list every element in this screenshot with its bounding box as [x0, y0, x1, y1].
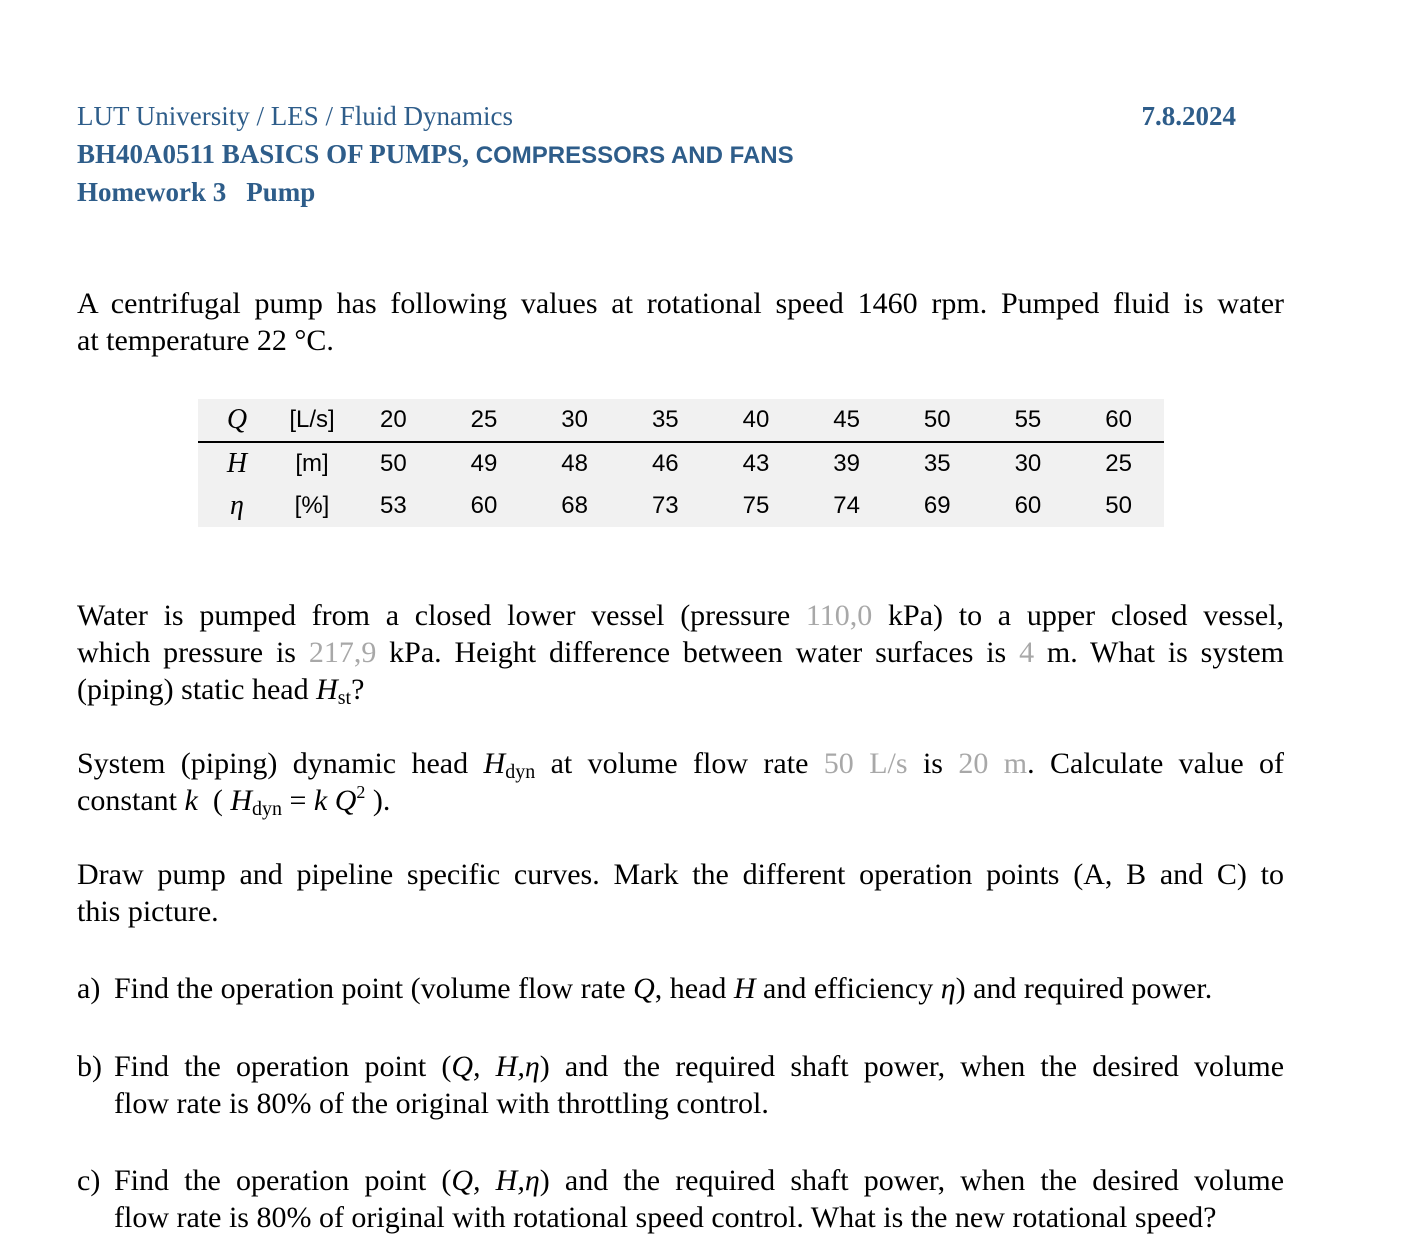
question-b-label: b) — [77, 1050, 102, 1083]
table-cell: 68 — [561, 492, 588, 519]
table-cell: 48 — [561, 450, 588, 477]
table-cell: 30 — [529, 399, 620, 442]
pump-data-table — [198, 399, 1164, 527]
intro-paragraph — [77, 285, 1284, 359]
constant-k: k — [184, 784, 198, 817]
table-cell: 25 — [1105, 450, 1132, 477]
table-row — [198, 399, 1164, 442]
homework-topic: Pump — [246, 177, 316, 207]
row-symbol: η — [230, 490, 244, 521]
table-cell: 60 — [470, 492, 498, 519]
homework-title — [77, 177, 315, 208]
course-path: LUT University / LES / Fluid Dynamics — [77, 101, 513, 131]
formula-kq: k Q — [313, 784, 357, 817]
table-cell: 53 — [379, 492, 407, 519]
dynamic-head-value: 20 m — [958, 747, 1028, 780]
height-difference-value: 4 — [1019, 636, 1035, 669]
table-cell: 46 — [651, 450, 679, 477]
curves-paragraph — [77, 856, 1284, 930]
static-head-symbol: H — [316, 673, 338, 706]
dynamic-head-paragraph: System (piping) dynamic head $H_{dyn}$ at volume flow rate 50 L/s is 20 m. Calculate value of constant k ( $H_{dyn} = k$ $Q^2$ ). — [77, 747, 1285, 820]
table-cell: 45 — [801, 399, 892, 442]
intro-line-1: A centrifugal pump has following values at rotational speed 1460 rpm. Pumped fluid is water — [77, 287, 1284, 320]
question-c: c) Find the operation point (Q, H,η) and the required shaft power, when the desired volume flow rate is 80% of original with rotational speed control. What is the new rotational speed? — [77, 1164, 1285, 1234]
table-cell: 35 — [923, 450, 951, 477]
curves-line-2: this picture. — [77, 895, 219, 928]
course-title — [77, 139, 794, 170]
upper-pressure-value: 217,9 — [308, 636, 377, 669]
table-cell: 49 — [470, 450, 498, 477]
table-cell: 40 — [711, 399, 802, 442]
table-cell: 43 — [742, 450, 770, 477]
table-cell: 50 — [379, 450, 407, 477]
table-cell: 30 — [1014, 450, 1042, 477]
row-unit: [m] — [295, 450, 329, 477]
table-cell: 55 — [983, 399, 1074, 442]
table-cell: 75 — [742, 492, 770, 519]
course-code: BH40A0511 BASICS OF PUMPS, — [77, 139, 470, 169]
row-unit: [L/s] — [276, 399, 348, 442]
table-cell: 20 — [348, 399, 439, 442]
table-cell: 73 — [651, 492, 679, 519]
row-symbol: H — [226, 448, 248, 479]
question-a: a) Find the operation point (volume flow rate Q, head H and efficiency η) and required power. — [77, 972, 1213, 1005]
table-cell: 60 — [1014, 492, 1042, 519]
question-b: b) Find the operation point (Q, H,η) and the required shaft power, when the desired volume flow rate is 80% of the original with throttling control. — [77, 1050, 1285, 1120]
dynamic-head-symbol: H — [483, 747, 506, 780]
table-cell: 74 — [833, 492, 860, 519]
lower-pressure-value: 110,0 — [805, 599, 873, 632]
table-cell: 25 — [439, 399, 530, 442]
question-c-label: c) — [77, 1164, 101, 1197]
curves-line-1: Draw pump and pipeline specific curves. Mark the different operation points (A, B and C) to — [77, 858, 1284, 891]
table-cell: 50 — [1105, 492, 1132, 519]
flow-rate-value: 50 L/s — [823, 747, 908, 780]
homework-number: Homework 3 — [77, 177, 227, 207]
row-unit: [%] — [294, 492, 330, 519]
table-cell: 35 — [620, 399, 711, 442]
table-cell: 50 — [892, 399, 983, 442]
table-row — [198, 485, 1164, 527]
static-head-paragraph: Water is pumped from a closed lower vessel (pressure 110,0 kPa) to a upper closed vessel, which pressure is 217,9 kPa. Height difference between water surfaces is 4 m. What is system (piping) static head $H_{st}$? — [77, 599, 1285, 709]
row-symbol: Q — [198, 399, 276, 442]
table-cell: 69 — [923, 492, 951, 519]
table-cell: 60 — [1073, 399, 1164, 442]
document-date: 7.8.2024 — [1141, 101, 1236, 131]
question-a-label: a) — [77, 972, 101, 1005]
course-name: COMPRESSORS AND FANS — [475, 142, 794, 169]
table-cell: 39 — [833, 450, 860, 477]
table-row — [198, 442, 1164, 485]
intro-line-2: at temperature 22 °C. — [77, 324, 334, 357]
